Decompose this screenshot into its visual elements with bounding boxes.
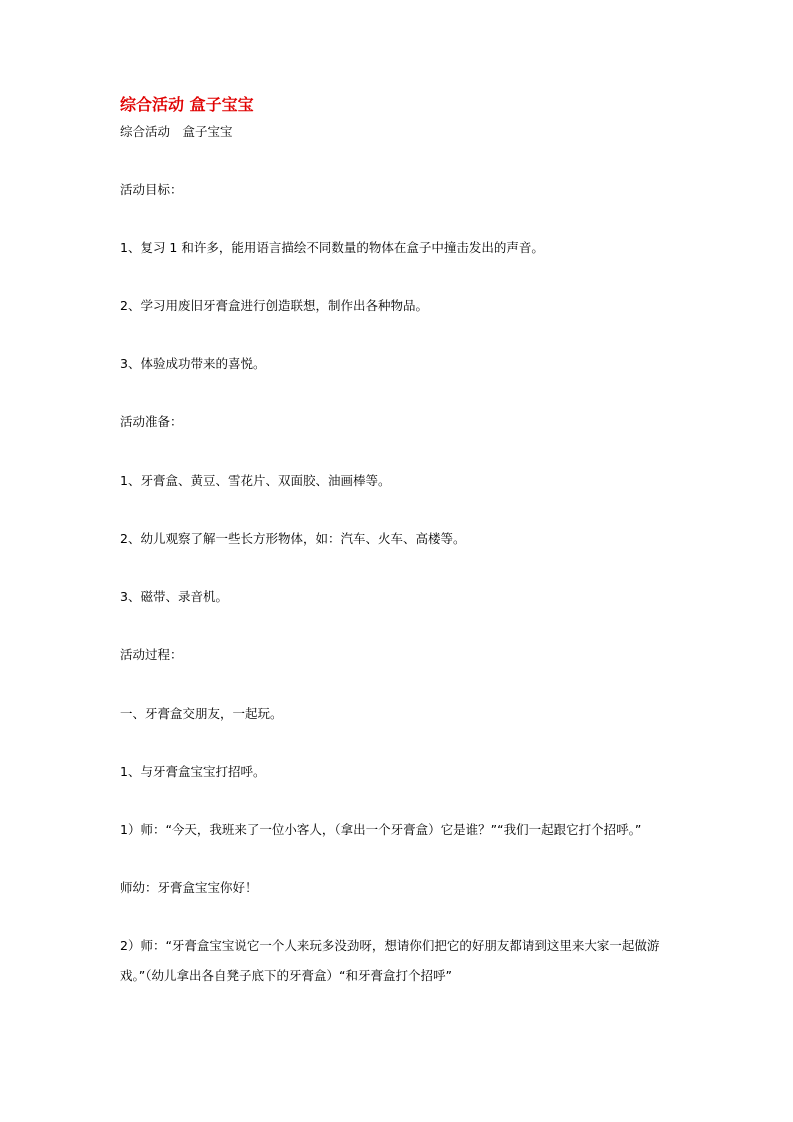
heading-goals: 活动目标： bbox=[120, 182, 183, 197]
prep-item-3: 3、磁带、录音机。 bbox=[120, 589, 228, 604]
dialogue-1: 1）师：“今天，我班来了一位小客人，（拿出一个牙膏盒）它是谁？”“我们一起跟它打个招呼。” bbox=[120, 822, 642, 837]
process-step-1: 1、与牙膏盒宝宝打招呼。 bbox=[120, 764, 266, 779]
process-section-1: 一、牙膏盒交朋友，一起玩。 bbox=[120, 706, 283, 721]
prep-item-1: 1、牙膏盒、黄豆、雪花片、双面胶、油画棒等。 bbox=[120, 473, 391, 488]
dialogue-2: 2）师：“牙膏盒宝宝说它一个人来玩多没劲呀，想请你们把它的好朋友都请到这里来大家一起做游戏。”（幼儿拿出各自凳子底下的牙膏盒）“和牙膏盒打个招呼” bbox=[120, 938, 660, 983]
document-subtitle: 综合活动 盒子宝宝 bbox=[120, 124, 233, 139]
goal-item-2: 2、学习用废旧牙膏盒进行创造联想，制作出各种物品。 bbox=[120, 298, 428, 313]
dialogue-children: 师幼：牙膏盒宝宝你好！ bbox=[120, 880, 258, 895]
document-title: 综合活动 盒子宝宝 bbox=[120, 95, 254, 114]
goal-item-3: 3、体验成功带来的喜悦。 bbox=[120, 356, 266, 371]
heading-process: 活动过程： bbox=[120, 647, 183, 662]
prep-item-2: 2、幼儿观察了解一些长方形物体，如：汽车、火车、高楼等。 bbox=[120, 531, 466, 546]
heading-prep: 活动准备： bbox=[120, 414, 183, 429]
goal-item-1: 1、复习 1 和许多，能用语言描绘不同数量的物体在盒子中撞击发出的声音。 bbox=[120, 240, 544, 255]
